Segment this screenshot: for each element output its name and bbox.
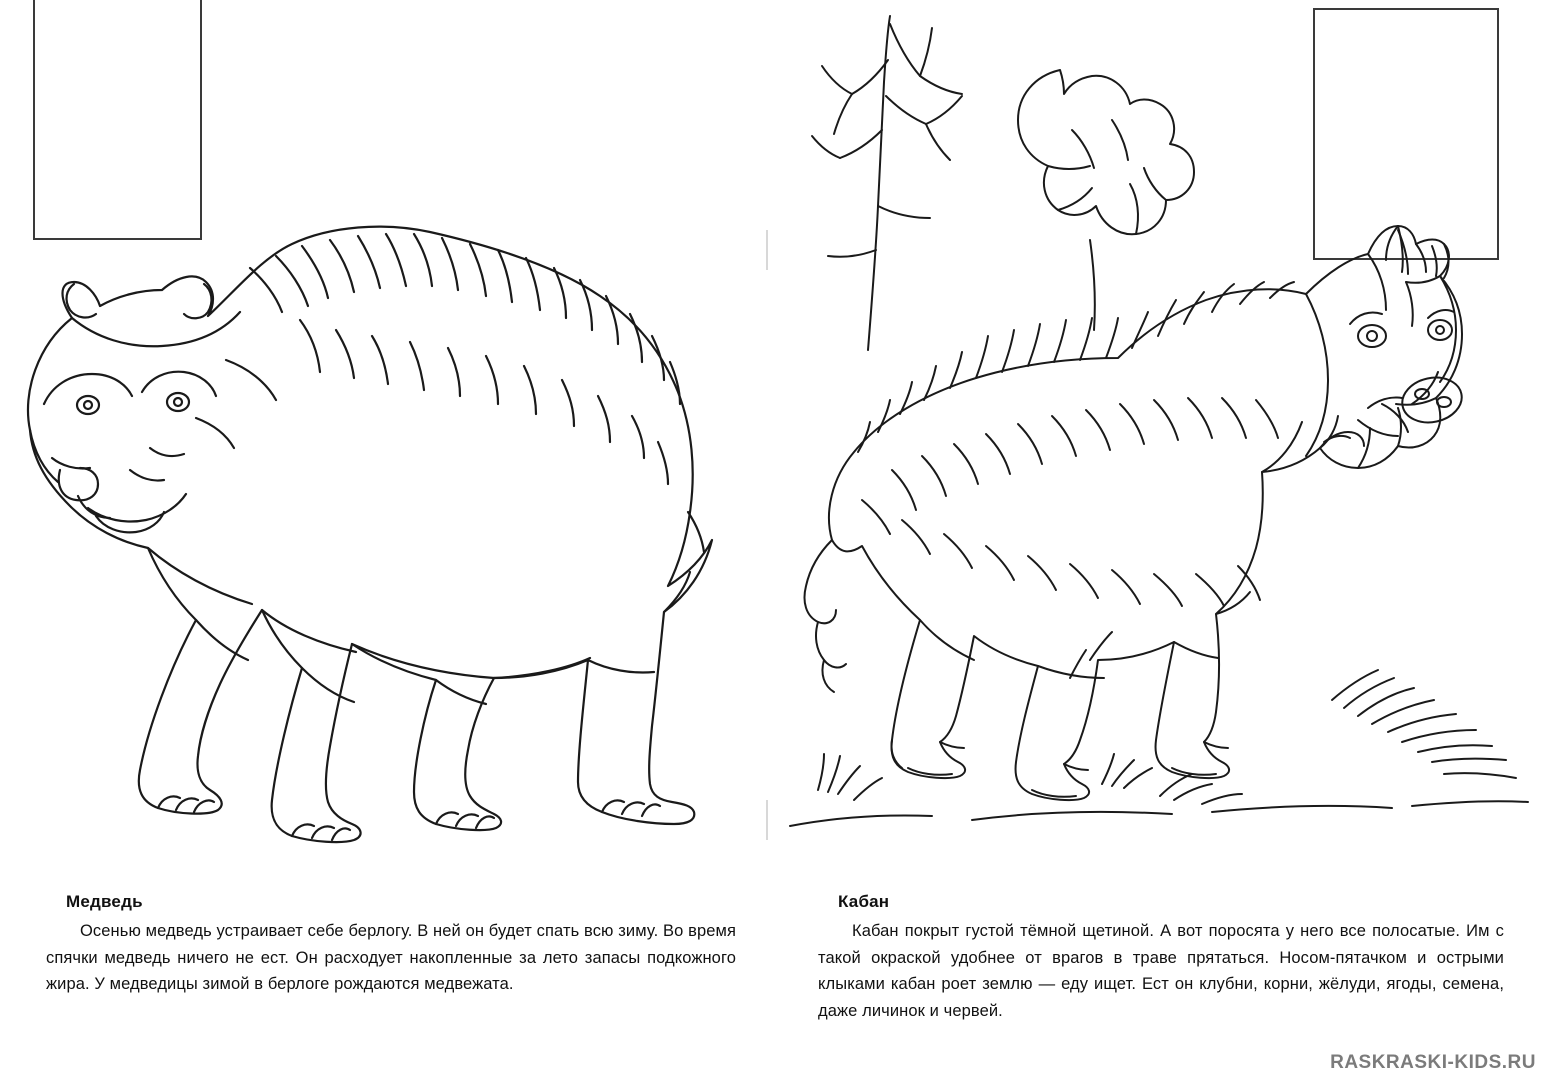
boar-description: Кабан покрыт густой тёмной щетиной. А вот поросята у него все полосатые. Им с такой окраской удобнее от врагов в траве прятаться. Носом-пятачком и острыми клыками кабан роет землю — еду ищет. Ест он клубни, корни, жёлуди, ягоды, семена, даже личинок и червей. <box>818 922 1504 1021</box>
boar-caption <box>818 892 1504 1025</box>
gutter-mark-bottom <box>766 800 768 840</box>
bear-description: Осенью медведь устраивает себе берлогу. В ней он будет спать всю зиму. Во время спячки медведь ничего не ест. Он расходует накопленные за лето запасы подкожного жира. У медведицы зимой в берлоге рождаются медвежата. <box>46 922 736 994</box>
gutter-mark-top <box>766 230 768 270</box>
panel-boar <box>772 0 1544 1080</box>
boar-title: Кабан <box>838 892 890 911</box>
site-watermark: RASKRASKI-KIDS.RU <box>1330 1052 1536 1073</box>
bear-title: Медведь <box>66 892 143 911</box>
bear-caption <box>46 892 736 998</box>
boar-illustration <box>772 0 1544 890</box>
bear-illustration <box>0 0 772 890</box>
